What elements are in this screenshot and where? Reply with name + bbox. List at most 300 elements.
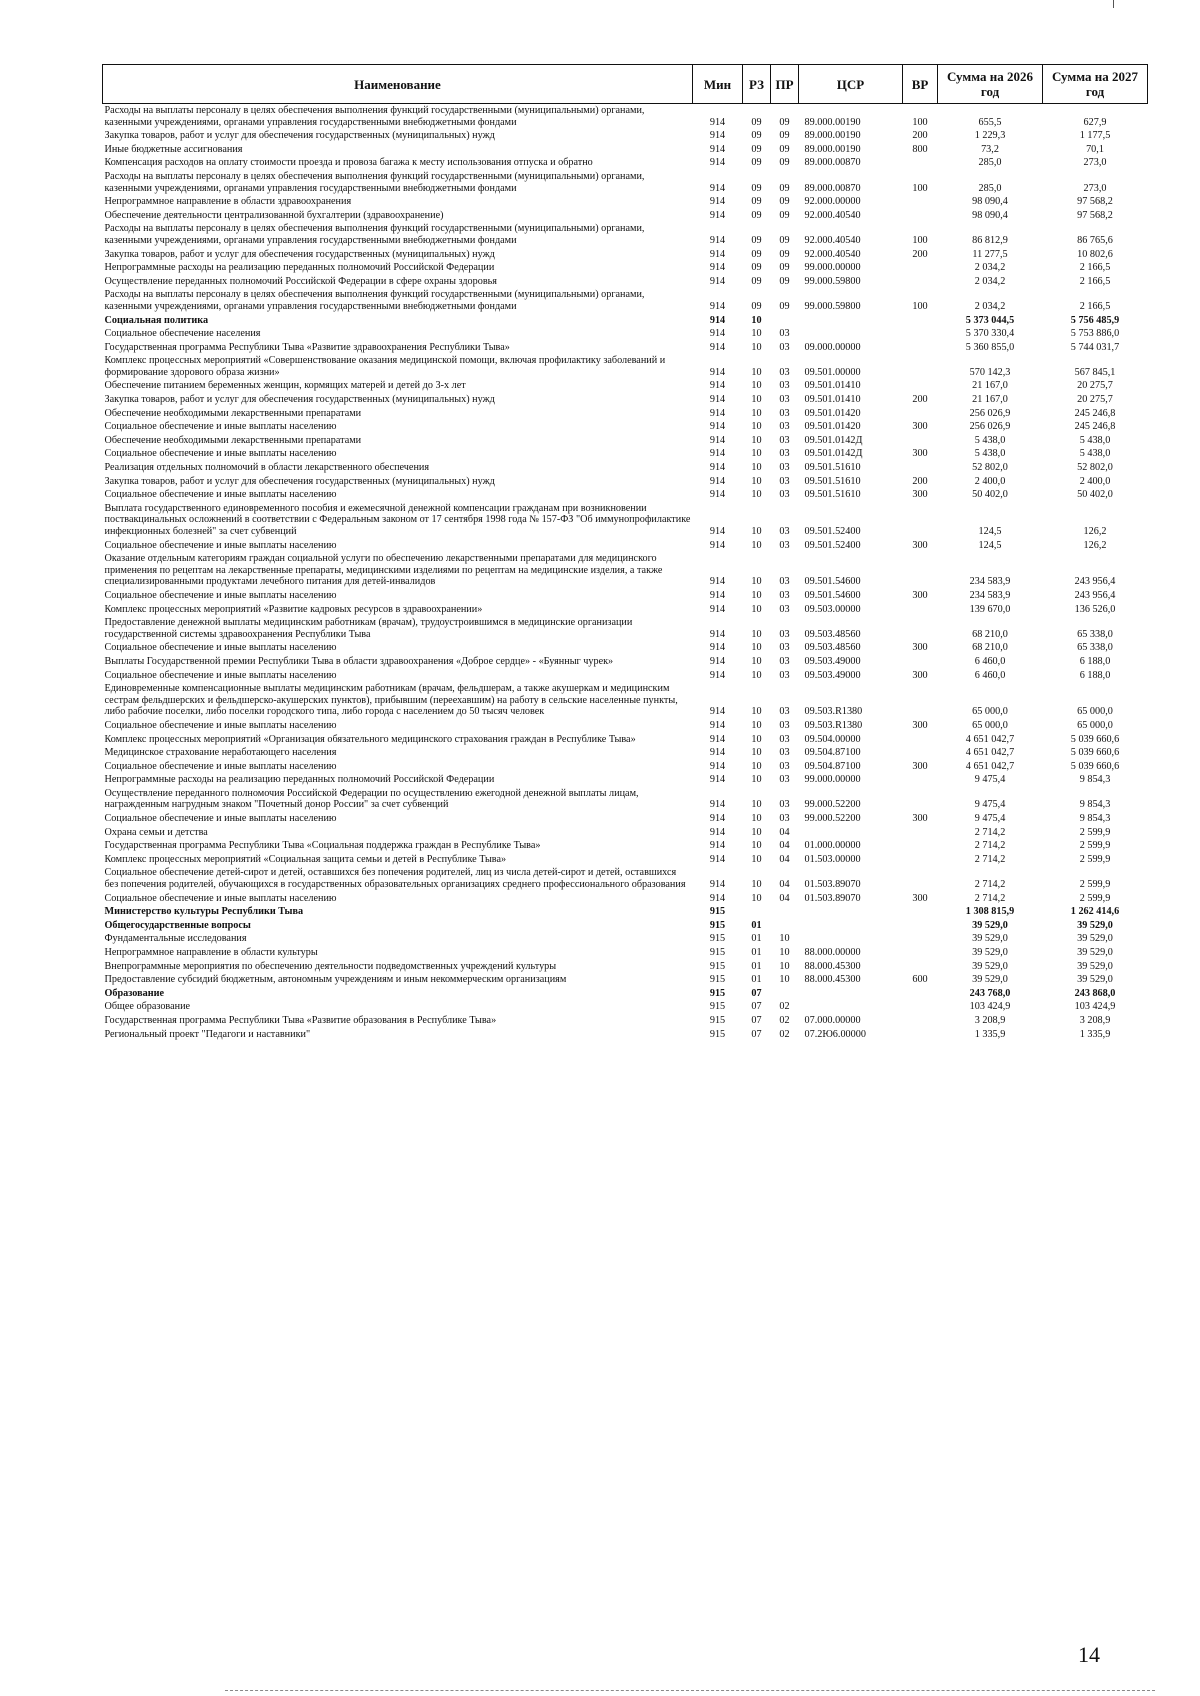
cell-sum-2027: 86 765,6 [1077,234,1113,246]
table-row [103,222,1148,247]
cell-pr: 03 [779,813,790,825]
cell-rz: 10 [751,380,762,392]
cell-rz: 10 [751,589,762,601]
cell-name: Социальное обеспечение и иные выплаты населению [104,539,337,551]
cell-vr: 300 [912,669,928,681]
cell-rz: 10 [751,733,762,745]
cell-csr [799,826,903,840]
cell-sum-2027: 52 802,0 [1077,462,1113,474]
cell-name: Непрограммные расходы на реализацию переданных полномочий Российской Федерации [104,774,495,786]
cell-pr: 04 [779,840,790,852]
table-row [103,641,1148,655]
cell-csr: 09.000.00000 [804,341,861,353]
cell-vr: 300 [912,642,928,654]
table-row [103,719,1148,733]
cell-csr: 09.501.52400 [804,526,861,537]
cell-sum-2027: 5 756 485,9 [1070,314,1120,326]
cell-sum-2027: 103 424,9 [1074,1001,1116,1013]
cell-rz: 09 [751,182,762,194]
cell-pr [771,919,799,933]
cell-sum-2027: 5 438,0 [1079,434,1111,446]
cell-csr [799,905,903,919]
cell-sum-2026: 6 460,0 [974,669,1006,681]
cell-sum-2027: 6 188,0 [1079,655,1111,667]
cell-vr [903,275,938,289]
cell-sum-2026: 98 090,4 [972,209,1008,221]
cell-sum-2026: 6 460,0 [974,655,1006,667]
cell-pr: 03 [779,719,790,731]
cell-name: Единовременные компенсационные выплаты медицинским работникам (врачам, фельдшерам, а также акушеркам и медицинским сестрам фельдшерских и фельдшерско-акушерских пунктов), прибывшим (переехавшим) на работу в сельские населенные пункты, либо рабочие поселки, либо поселки городского типа, либо города с населением до 50 тысяч человек [104,683,678,718]
cell-csr: 99.000.00000 [804,774,861,786]
cell-name: Министерство культуры Республики Тыва [104,906,304,918]
cell-sum-2026: 124,5 [978,539,1002,551]
cell-min: 914 [709,130,726,142]
table-row [103,261,1148,275]
cell-csr: 09.503.R1380 [804,706,863,718]
cell-vr [903,502,938,539]
cell-rz: 10 [751,669,762,681]
cell-pr: 03 [779,366,790,378]
cell-sum-2026: 39 529,0 [972,919,1008,931]
cell-vr [903,461,938,475]
cell-min: 915 [709,933,726,945]
cell-sum-2026: 39 529,0 [972,933,1008,945]
cell-pr: 09 [779,275,790,287]
table-row [103,209,1148,223]
cell-pr: 03 [779,628,790,640]
cell-pr: 03 [779,774,790,786]
cell-csr: 01.000.00000 [804,840,861,852]
cell-rz: 01 [751,974,762,986]
cell-min: 914 [709,760,726,772]
table-row [103,892,1148,906]
cell-sum-2027: 2 599,9 [1079,853,1111,865]
cell-pr: 10 [779,947,790,958]
cell-min: 914 [709,879,726,891]
cell-min: 915 [709,906,726,918]
cell-sum-2027: 97 568,2 [1077,196,1113,208]
table-row [103,839,1148,853]
cell-name: Социальное обеспечение и иные выплаты населению [104,448,337,460]
table-row [103,932,1148,946]
cell-min: 914 [709,314,726,326]
cell-sum-2026: 256 026,9 [969,421,1011,433]
cell-name: Комплекс процессных мероприятий «Социальная защита семьи и детей в Республике Тыва» [104,853,507,865]
cell-vr: 300 [912,489,928,501]
cell-vr [903,682,938,719]
cell-name: Обеспечение необходимыми лекарственными препаратами [104,434,362,446]
cell-rz: 10 [751,462,762,474]
cell-sum-2027: 39 529,0 [1077,947,1113,958]
cell-sum-2026: 4 651 042,7 [965,747,1015,759]
cell-sum-2027: 50 402,0 [1077,489,1113,501]
cell-rz: 10 [751,526,762,537]
cell-pr: 09 [779,157,790,169]
cell-pr: 03 [779,462,790,474]
cell-csr: 09.503.48560 [804,628,861,640]
table-row [103,682,1148,719]
cell-name: Обеспечение необходимыми лекарственными препаратами [104,407,362,419]
cell-sum-2027: 2 599,9 [1079,826,1111,838]
scan-tick-mark [1113,0,1114,8]
cell-rz: 10 [751,747,762,759]
cell-name: Фундаментальные исследования [104,933,247,945]
cell-pr: 03 [779,448,790,460]
cell-sum-2027: 627,9 [1083,116,1107,128]
cell-vr [903,773,938,787]
cell-rz: 10 [751,719,762,731]
cell-csr: 99.000.00000 [804,262,861,274]
cell-rz: 10 [751,760,762,772]
cell-csr: 09.504.00000 [804,733,861,745]
cell-vr [903,341,938,355]
header-name: Наименование [103,65,693,104]
cell-name: Выплаты Государственной премии Республики Тыва в области здравоохранения «Доброе сердце» - «Буянныг чурек» [104,655,614,667]
cell-min: 914 [709,669,726,681]
header-vr: ВР [903,65,938,104]
cell-pr: 04 [779,853,790,865]
cell-min: 914 [709,248,726,260]
cell-sum-2026: 2 034,2 [974,262,1006,274]
cell-name: Государственная программа Республики Тыва «Развитие здравоохранения Республики Тыва» [104,341,510,353]
cell-pr: 03 [779,539,790,551]
cell-csr: 09.501.0142Д [804,434,863,446]
cell-pr: 09 [779,196,790,208]
cell-csr: 92.000.40540 [804,234,861,246]
cell-rz: 01 [751,919,762,931]
cell-name: Социальное обеспечение детей-сирот и детей, оставшихся без попечения родителей, лиц из числа детей-сирот и детей, оставшихся без попечения родителей, обучающихся в государственных образовательных организациях среднего профессионального образования [104,867,686,891]
cell-pr: 03 [779,603,790,615]
cell-sum-2027: 1 177,5 [1079,130,1111,142]
cell-min: 915 [709,1001,726,1013]
cell-csr: 09.503.48560 [804,642,861,654]
cell-vr: 300 [912,719,928,731]
cell-rz: 10 [751,448,762,460]
cell-min: 914 [709,143,726,155]
cell-csr: 88.000.45300 [804,974,861,986]
cell-pr: 03 [779,380,790,392]
cell-rz: 10 [751,394,762,406]
cell-sum-2026: 86 812,9 [972,234,1008,246]
cell-sum-2026: 139 670,0 [969,603,1011,615]
cell-rz [743,905,771,919]
cell-sum-2026: 2 034,2 [974,275,1006,287]
cell-min: 914 [709,826,726,838]
cell-rz: 10 [751,434,762,446]
cell-vr [903,839,938,853]
cell-min: 914 [709,380,726,392]
cell-pr: 03 [779,747,790,759]
cell-sum-2027: 39 529,0 [1077,933,1113,945]
cell-rz: 09 [751,262,762,274]
cell-sum-2026: 3 208,9 [974,1014,1006,1026]
cell-vr [903,603,938,617]
cell-vr: 300 [912,421,928,433]
budget-page [102,64,1147,1041]
cell-rz: 09 [751,300,762,312]
cell-csr: 07.2Ю6.00000 [804,1028,866,1040]
table-row [103,669,1148,683]
cell-pr: 03 [779,760,790,772]
cell-rz: 10 [751,328,762,340]
table-row [103,288,1148,313]
cell-rz: 10 [751,576,762,588]
cell-min: 914 [709,489,726,501]
cell-csr [799,987,903,1001]
cell-sum-2027: 273,0 [1083,182,1107,194]
cell-min: 914 [709,434,726,446]
cell-csr [799,327,903,341]
cell-sum-2027: 39 529,0 [1077,960,1113,972]
cell-name: Социальное обеспечение и иные выплаты населению [104,669,337,681]
cell-sum-2026: 570 142,3 [969,366,1011,378]
cell-sum-2027: 273,0 [1083,157,1107,169]
cell-csr: 09.501.01410 [804,380,861,392]
table-row [103,393,1148,407]
cell-name: Социальное обеспечение и иные выплаты населению [104,813,337,825]
cell-rz: 10 [751,603,762,615]
cell-name: Комплекс процессных мероприятий «Организация обязательного медицинского страхования граждан в Республике Тыва» [104,733,636,745]
cell-name: Комплекс процессных мероприятий «Развитие кадровых ресурсов в здравоохранении» [104,603,483,615]
cell-rz: 10 [751,799,762,811]
cell-name: Социальное обеспечение и иные выплаты населению [104,589,337,601]
cell-sum-2026: 234 583,9 [969,589,1011,601]
cell-sum-2027: 65 338,0 [1077,642,1113,654]
cell-rz: 07 [751,987,762,999]
cell-min: 914 [709,853,726,865]
cell-name: Оказание отдельным категориям граждан социальной услуги по обеспечению лекарственными препаратами для медицинского применения по рецептам на лекарственные препараты, медицинскими изделиями по рецептам на медицинские изделия, а также специализированными продуктами лечебного питания для детей-инвалидов [104,553,663,588]
cell-vr: 200 [912,394,928,406]
cell-sum-2026: 1 308 815,9 [965,906,1015,918]
cell-sum-2027: 20 275,7 [1077,394,1113,406]
cell-csr: 09.501.00000 [804,366,861,378]
cell-pr: 03 [779,589,790,601]
cell-vr [903,987,938,1001]
cell-name: Социальное обеспечение населения [104,328,261,340]
cell-sum-2026: 1 335,9 [974,1028,1006,1040]
cell-sum-2026: 68 210,0 [972,628,1008,640]
cell-csr: 07.000.00000 [804,1014,861,1026]
cell-sum-2027: 65 338,0 [1077,628,1113,640]
cell-sum-2026: 4 651 042,7 [965,733,1015,745]
cell-min: 914 [709,157,726,169]
cell-rz: 10 [751,879,762,891]
cell-min: 914 [709,603,726,615]
cell-pr: 09 [779,248,790,260]
cell-min: 914 [709,526,726,537]
cell-pr: 10 [779,974,790,986]
cell-pr: 03 [779,328,790,340]
cell-vr [903,354,938,379]
cell-vr [903,919,938,933]
cell-sum-2026: 5 360 855,0 [965,341,1015,353]
cell-rz: 10 [751,366,762,378]
cell-min: 914 [709,840,726,852]
table-row [103,773,1148,787]
table-row [103,812,1148,826]
cell-pr: 03 [779,407,790,419]
cell-name: Расходы на выплаты персоналу в целях обеспечения выполнения функций государственными (муниципальными) органами, казенными учреждениями, органами управления государственными внебюджетными фондами [104,223,645,246]
cell-name: Обеспечение питанием беременных женщин, кормящих матерей и детей до 3-х лет [104,380,466,392]
cell-rz: 10 [751,489,762,501]
table-header [103,65,1148,104]
table-row [103,156,1148,170]
cell-csr: 09.504.87100 [804,760,861,772]
cell-csr: 99.000.59800 [804,275,861,287]
table-row [103,960,1148,974]
header-csr: ЦСР [799,65,903,104]
cell-pr: 04 [779,892,790,904]
cell-pr: 10 [779,960,790,972]
cell-pr [771,987,799,1001]
cell-vr [903,1028,938,1042]
cell-vr [903,746,938,760]
cell-rz: 10 [751,840,762,852]
cell-rz: 10 [751,314,762,326]
cell-name: Комплекс процессных мероприятий «Совершенствование оказания медицинской помощи, включая профилактику заболеваний и формирование здорового образа жизни» [104,355,666,378]
cell-csr: 89.000.00190 [804,143,861,155]
cell-rz: 10 [751,475,762,487]
cell-vr [903,960,938,974]
cell-sum-2026: 655,5 [978,116,1002,128]
cell-sum-2027: 5 039 660,6 [1070,760,1120,772]
cell-csr: 09.501.54600 [804,589,861,601]
cell-rz: 09 [751,275,762,287]
cell-name: Внепрограммные мероприятия по обеспечению деятельности подведомственных учреждений культуры [104,960,557,972]
cell-name: Общегосударственные вопросы [104,919,251,931]
table-row [103,866,1148,891]
cell-name: Непрограммное направление в области здравоохранения [104,196,352,208]
table-row [103,733,1148,747]
cell-vr [903,261,938,275]
cell-min: 914 [709,747,726,759]
cell-csr: 09.503.49000 [804,655,861,667]
cell-vr: 300 [912,813,928,825]
cell-vr [903,327,938,341]
cell-sum-2027: 2 400,0 [1079,475,1111,487]
cell-pr: 02 [779,1001,790,1013]
cell-sum-2027: 245 246,8 [1074,407,1116,419]
cell-sum-2027: 2 166,5 [1079,300,1111,312]
cell-sum-2026: 2 714,2 [974,840,1006,852]
cell-vr: 300 [912,539,928,551]
cell-sum-2026: 1 229,3 [974,130,1006,142]
table-row [103,853,1148,867]
cell-pr: 03 [779,475,790,487]
cell-name: Закупка товаров, работ и услуг для обеспечения государственных (муниципальных) нужд [104,248,495,260]
cell-vr [903,552,938,589]
cell-min: 914 [709,196,726,208]
cell-sum-2026: 256 026,9 [969,407,1011,419]
cell-vr [903,314,938,328]
cell-vr [903,905,938,919]
cell-vr [903,733,938,747]
cell-name: Закупка товаров, работ и услуг для обеспечения государственных (муниципальных) нужд [104,475,495,487]
cell-sum-2026: 2 714,2 [974,892,1006,904]
bottom-scan-line [225,1690,1155,1691]
cell-vr [903,946,938,960]
cell-sum-2027: 5 753 886,0 [1070,328,1120,340]
cell-name: Предоставление денежной выплаты медицинским работникам (врачам), трудоустроившимся в медицинские организации государственной системы здравоохранения Республики Тыва [104,617,633,640]
cell-min: 914 [709,719,726,731]
cell-sum-2027: 5 039 660,6 [1070,747,1120,759]
cell-sum-2027: 126,2 [1083,539,1107,551]
table-row [103,655,1148,669]
table-row [103,475,1148,489]
cell-sum-2027: 39 529,0 [1077,919,1113,931]
cell-rz: 01 [751,960,762,972]
cell-name: Общее образование [104,1001,191,1013]
cell-rz: 10 [751,539,762,551]
cell-sum-2027: 136 526,0 [1074,603,1116,615]
cell-name: Социальное обеспечение и иные выплаты населению [104,719,337,731]
cell-name: Образование [104,987,165,999]
cell-min: 914 [709,475,726,487]
table-row [103,170,1148,195]
cell-name: Компенсация расходов на оплату стоимости проезда и провоза багажа к месту использования отпуска и обратно [104,157,593,169]
cell-sum-2026: 9 475,4 [974,813,1006,825]
cell-min: 914 [709,209,726,221]
cell-vr [903,434,938,448]
cell-sum-2027: 9 854,3 [1079,813,1111,825]
table-row [103,1000,1148,1014]
header-pr: ПР [771,65,799,104]
table-row [103,488,1148,502]
table-row [103,420,1148,434]
cell-csr [799,1000,903,1014]
cell-sum-2027: 6 188,0 [1079,669,1111,681]
cell-name: Социальное обеспечение и иные выплаты населению [104,642,337,654]
table-row [103,746,1148,760]
cell-name: Реализация отдельных полномочий в области лекарственного обеспечения [104,462,430,474]
cell-sum-2026: 21 167,0 [972,394,1008,406]
cell-rz: 09 [751,248,762,260]
table-row [103,129,1148,143]
cell-pr: 09 [779,182,790,194]
cell-pr: 09 [779,262,790,274]
cell-sum-2026: 4 651 042,7 [965,760,1015,772]
cell-vr [903,932,938,946]
cell-vr [903,853,938,867]
table-row [103,589,1148,603]
cell-rz: 07 [751,1028,762,1040]
cell-vr [903,407,938,421]
cell-csr: 92.000.40540 [804,209,861,221]
cell-vr: 100 [912,300,928,312]
cell-name: Выплата государственного единовременного пособия и ежемесячной денежной компенсации гражданам при возникновении поствакцинальных осложнений в соответствии с Федеральным законом от 17 сентября 1998 года № 157-ФЗ "Об иммунопрофилактике инфекционных болезней" за счет субвенций [104,502,691,537]
cell-name: Расходы на выплаты персоналу в целях обеспечения выполнения функций государственными (муниципальными) органами, казенными учреждениями, органами управления государственными внебюджетными фондами [104,289,645,312]
cell-vr: 800 [912,143,928,155]
cell-sum-2026: 98 090,4 [972,196,1008,208]
cell-min: 914 [709,300,726,312]
cell-rz: 07 [751,1001,762,1013]
cell-rz: 09 [751,130,762,142]
table-row [103,354,1148,379]
table-row [103,407,1148,421]
table-row [103,104,1148,130]
cell-pr [771,905,799,919]
cell-sum-2027: 2 599,9 [1079,879,1111,891]
cell-vr: 300 [912,892,928,904]
cell-rz: 01 [751,947,762,958]
table-row [103,502,1148,539]
cell-vr [903,866,938,891]
cell-sum-2027: 2 166,5 [1079,262,1111,274]
cell-min: 914 [709,421,726,433]
cell-rz: 10 [751,706,762,718]
cell-min: 914 [709,448,726,460]
cell-name: Охрана семьи и детства [104,826,208,838]
